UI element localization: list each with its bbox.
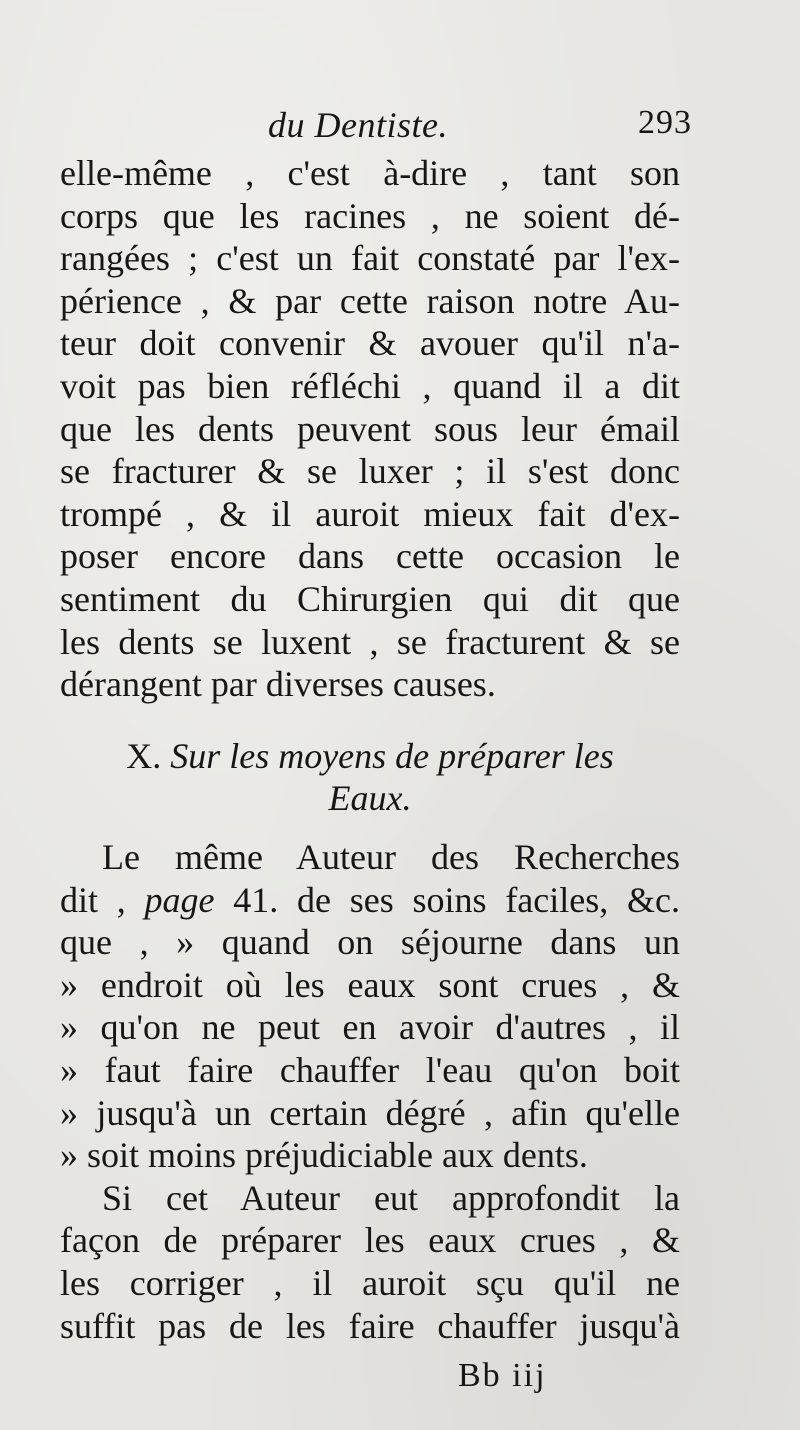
text-line: les corriger , il auroit sçu qu'il ne bbox=[60, 1262, 680, 1303]
text-line: suffit pas de les faire chauffer jusqu'à bbox=[60, 1305, 680, 1346]
paragraph-continued bbox=[60, 152, 680, 706]
text-line: Le même Auteur des Recherches bbox=[102, 837, 680, 877]
text-fragment: 41. de ses soins faciles, &c. bbox=[233, 879, 680, 920]
quoted-line: » faut faire chauffer l'eau qu'on boit bbox=[60, 1049, 680, 1090]
quoted-line: » endroit où les eaux sont crues , & bbox=[60, 964, 680, 1005]
page-header bbox=[60, 104, 692, 154]
signature-mark: Bb iij bbox=[458, 1357, 547, 1394]
text-line: se fracturer & se luxer ; il s'est donc bbox=[60, 451, 680, 492]
text-line-with-page-ref bbox=[60, 879, 680, 922]
text-line: que les dents peuvent sous leur émail bbox=[60, 408, 680, 449]
text-line: dérangent par diverses causes. bbox=[60, 664, 496, 705]
text-line: corps que les racines , ne soient dé- bbox=[60, 195, 680, 236]
text-line: les dents se luxent , se fracturent & se bbox=[60, 621, 680, 662]
text-line: voit pas bien réfléchi , quand il a dit bbox=[60, 365, 680, 406]
text-fragment: dit , bbox=[60, 879, 126, 920]
page-number: 293 bbox=[638, 104, 692, 141]
quoted-line: » soit moins préjudiciable aux dents. bbox=[60, 1135, 588, 1176]
text-line: que , » quand on séjourne dans un bbox=[60, 922, 680, 963]
text-line: elle-même , c'est à-dire , tant son bbox=[60, 153, 680, 193]
text-line: périence , & par cette raison notre Au- bbox=[60, 280, 680, 321]
paragraph-section-x bbox=[60, 836, 680, 1347]
text-line: Si cet Auteur eut approfondit la bbox=[102, 1177, 680, 1218]
section-heading-line-1 bbox=[60, 735, 680, 777]
text-line: sentiment du Chirurgien qui dit que bbox=[60, 578, 680, 619]
text-line: rangées ; c'est un fait constaté par l'ex- bbox=[60, 238, 680, 279]
page-reference: page bbox=[144, 879, 215, 920]
quoted-line: » qu'on ne peut en avoir d'autres , il bbox=[60, 1007, 680, 1048]
section-title-part-1: Sur les moyens de préparer les bbox=[170, 736, 614, 776]
text-line: façon de préparer les eaux crues , & bbox=[60, 1220, 680, 1261]
quoted-line: » jusqu'à un certain dégré , afin qu'elle bbox=[60, 1092, 680, 1133]
section-heading bbox=[60, 735, 680, 819]
section-title-part-2: Eaux. bbox=[328, 778, 412, 818]
section-number: X. bbox=[126, 736, 162, 776]
running-title: du Dentiste. bbox=[268, 105, 448, 145]
text-line: trompé , & il auroit mieux fait d'ex- bbox=[60, 493, 680, 534]
text-line: teur doit convenir & avouer qu'il n'a- bbox=[60, 323, 680, 364]
text-line: poser encore dans cette occasion le bbox=[60, 536, 680, 577]
